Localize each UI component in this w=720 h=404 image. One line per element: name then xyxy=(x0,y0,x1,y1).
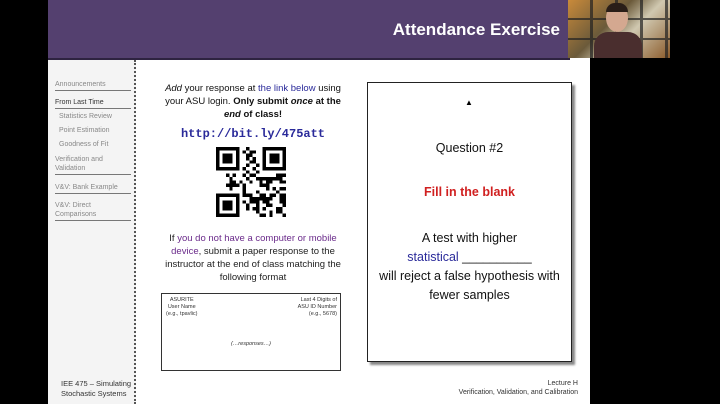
question-number: Question #2 xyxy=(435,141,504,155)
t: ASU ID Number xyxy=(297,304,337,310)
t: statistical xyxy=(407,250,459,264)
paper-instructions xyxy=(160,232,346,284)
t: (e.g., 5678) xyxy=(308,311,337,317)
sidebar-item-verification-validation[interactable]: Verification and Validation xyxy=(55,155,131,175)
question-card xyxy=(367,82,572,362)
text: If xyxy=(169,233,178,244)
text: using your ASU login. xyxy=(165,83,341,107)
slide-title: Attendance Exercise xyxy=(392,20,560,39)
text: end xyxy=(223,109,241,120)
question-type: Fill in the blank xyxy=(424,185,515,199)
course-line-2: Stochastic Systems xyxy=(61,389,127,398)
online-instructions xyxy=(160,82,346,121)
text: your response at xyxy=(181,83,259,94)
slide-header xyxy=(48,0,570,60)
t: (e.g., tpavlic) xyxy=(166,311,198,317)
text: once xyxy=(290,96,313,107)
sidebar-item-vv-bank-example[interactable]: V&V: Bank Example xyxy=(55,183,131,194)
t: User Name xyxy=(167,304,196,310)
question-statement xyxy=(368,229,571,305)
text: Add xyxy=(165,83,182,94)
lecture-title: Verification, Validation, and Calibration xyxy=(458,389,578,396)
course-line-1: IEE 475 – Simulating xyxy=(61,379,132,388)
paper-format-example xyxy=(161,293,341,371)
link-text: the link below xyxy=(258,83,316,94)
sidebar-item-vv-direct-comparisons[interactable]: V&V: Direct Comparisons xyxy=(55,201,131,221)
sidebar-item-goodness-of-fit[interactable]: Goodness of Fit xyxy=(59,141,109,148)
text: you do not have a computer or mobile device xyxy=(171,233,337,257)
lecture-label: Lecture H xyxy=(547,380,578,387)
response-url-link[interactable]: http://bit.ly/475att xyxy=(180,127,326,141)
t: Last 4 Digits of xyxy=(300,297,337,303)
text: of class! xyxy=(240,109,283,120)
text: at the xyxy=(312,96,341,107)
sidebar-item-point-estimation[interactable]: Point Estimation xyxy=(59,127,110,134)
t: will reject a false hypothesis with xyxy=(379,269,560,283)
sidebar xyxy=(48,60,136,404)
responses-placeholder: (…responses…) xyxy=(230,341,272,347)
sidebar-item-announcements[interactable]: Announcements xyxy=(55,80,131,91)
t: fewer samples xyxy=(429,288,510,302)
slide-footer xyxy=(459,379,578,397)
t: A test with higher xyxy=(421,231,518,245)
blank: __________ xyxy=(458,250,532,264)
t: ASURITE xyxy=(169,297,194,303)
asu-id-label xyxy=(298,297,337,318)
webcam-video xyxy=(568,0,670,58)
text: , submit a paper response to the instructor at the end of class matching the following format xyxy=(165,246,341,283)
qr-code xyxy=(216,147,286,217)
asurite-label xyxy=(166,297,197,318)
mouse-cursor-icon: ▲ xyxy=(465,98,473,107)
sidebar-item-from-last-time[interactable]: From Last Time xyxy=(55,98,131,109)
course-title xyxy=(61,379,131,399)
sidebar-item-statistics-review[interactable]: Statistics Review xyxy=(59,113,112,120)
text: Only submit xyxy=(233,96,291,107)
